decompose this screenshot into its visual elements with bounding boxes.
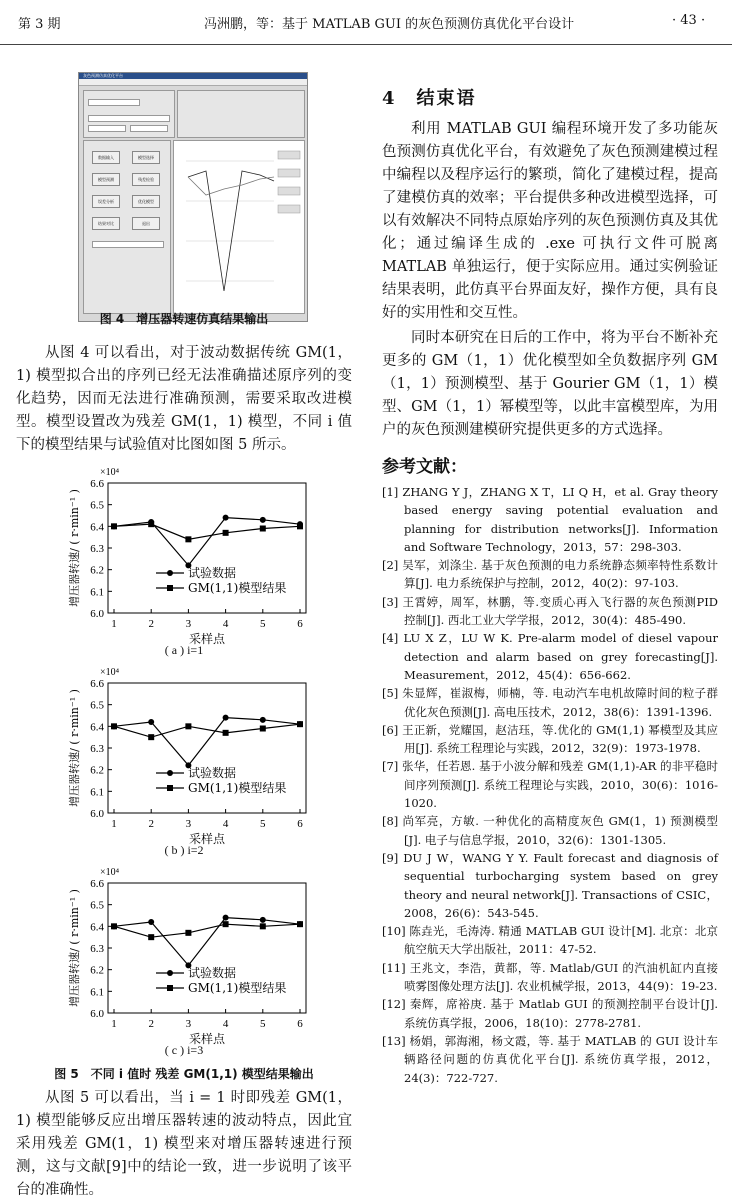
gui-button: 数据输入 [92, 151, 120, 164]
legend-marker [167, 585, 173, 591]
gui-menu-bar [79, 79, 307, 86]
x-tick-label: 4 [222, 1018, 229, 1030]
figure-5-caption: 图 5 不同 i 值时 残差 GM(1,1) 模型结果输出 [54, 1067, 314, 1081]
y-tick-label: 6.3 [90, 943, 104, 955]
figure-4 [16, 52, 352, 342]
y-tick-label: 6.5 [90, 499, 104, 512]
series-line [114, 924, 300, 937]
data-point [148, 719, 154, 725]
gui-model-select [88, 99, 140, 106]
data-point [223, 730, 229, 736]
data-point [185, 930, 191, 936]
y-tick-label: 6.2 [90, 764, 104, 777]
gui-button: 结果对比 [92, 217, 120, 230]
references-title: 参考文献： [382, 457, 467, 477]
data-point [111, 523, 117, 529]
chart-a [16, 461, 352, 651]
right-column [382, 84, 718, 1087]
reference-item: [6] 王正新，党耀国，赵洁珏，等.优化的 GM(1,1) 幂模型及其应用[J]. 系统工程理论与实践，2012，32(9)：1973-1978. [382, 722, 718, 756]
data-point [297, 721, 303, 727]
chart-b [16, 661, 352, 851]
subcaption-c: ( c ) i=3 [164, 1043, 204, 1057]
x-tick-label: 4 [222, 618, 229, 630]
legend-label: GM(1,1)模型结果 [188, 581, 287, 595]
page-header [0, 0, 732, 45]
x-tick-label: 5 [260, 618, 266, 630]
y-tick-label: 6.5 [90, 699, 104, 712]
data-point [223, 530, 229, 536]
series-line [114, 524, 300, 539]
gui-plot-series-a [188, 171, 274, 291]
y-tick-label: 6.4 [90, 721, 104, 734]
legend-marker [167, 970, 173, 976]
x-tick-label: 2 [148, 818, 154, 830]
reference-item: [7] 张华，任若恩. 基于小波分解和残差 GM(1,1)-AR 的非平稳时间序列预测[J]. 系统工程理论与实践，2010，30(6)：1016-1020. [382, 759, 718, 811]
y-multiplier: ×10⁴ [100, 867, 120, 878]
x-tick-label: 3 [185, 1018, 192, 1030]
reference-item: [12] 秦辉，席裕庚. 基于 Matlab GUI 的预测控制平台设计[J]. 系统仿真学报，2006，18(10)：2778-2781. [382, 997, 718, 1030]
y-tick-label: 6.6 [90, 678, 104, 690]
data-point [223, 921, 229, 927]
x-tick-label: 2 [148, 1018, 154, 1030]
gui-button-panel [83, 140, 171, 314]
conclusion-paragraph-2: 同时本研究在日后的工作中，将为平台不断补充更多的 GM（1，1）优化模型如全负数据序列 GM（1，1）预测模型、基于 Gourier GM（1，1）模型、GM（1，1）幂模型等，以此丰富模型库，为用户的灰色预测建模研究提供更多的方式选择。 [382, 330, 718, 438]
data-point [260, 717, 266, 723]
y-tick-label: 6.3 [90, 543, 104, 555]
legend-marker [167, 785, 173, 791]
x-tick-label: 3 [185, 818, 192, 830]
reference-item: [9] DU J W，WANG Y Y. Fault forecast and diagnosis of sequential turbocharging system based on grey theory and neural network[J]. Transactions of CSIC，2008，26(6)：543-545. [382, 850, 718, 920]
legend-label: 试验数据 [188, 966, 237, 980]
y-tick-label: 6.2 [90, 964, 104, 977]
x-tick-label: 4 [222, 818, 229, 830]
y-axis-label: 增压器转速/ ( r·min⁻¹ ) [68, 489, 81, 607]
legend-marker [167, 985, 173, 991]
x-tick-label: 1 [111, 1018, 117, 1030]
subcaption-a: ( a ) i=1 [164, 643, 204, 657]
legend-marker [167, 570, 173, 576]
y-tick-label: 6.0 [90, 608, 104, 620]
series-line [114, 724, 300, 737]
y-tick-label: 6.6 [90, 478, 104, 490]
reference-item: [2] 吴军，刘涤尘. 基于灰色预测的电力系统静态频率特性系数计算[J]. 电力系统保护与控制，2012，40(2)：97-103. [382, 558, 718, 591]
gui-data-field [88, 115, 170, 122]
y-axis-label: 增压器转速/ ( r·min⁻¹ ) [68, 889, 81, 1007]
chart-c [16, 861, 352, 1051]
series-line [114, 918, 300, 966]
y-tick-label: 6.1 [90, 986, 104, 999]
y-multiplier: ×10⁴ [100, 667, 120, 678]
y-tick-label: 6.5 [90, 899, 104, 912]
data-point [260, 917, 266, 923]
x-tick-label: 6 [297, 818, 303, 830]
y-tick-label: 6.1 [90, 586, 104, 599]
y-axis-label: 增压器转速/ ( r·min⁻¹ ) [68, 689, 81, 807]
gui-screenshot [78, 72, 308, 322]
data-point [185, 536, 191, 542]
data-point [111, 923, 117, 929]
reference-item: [8] 尚军亮，方敏. 一种优化的高精度灰色 GM(1，1) 预测模型[J]. 电子与信息学报，2010，32(6)：1301-1305. [382, 814, 718, 847]
legend-label: 试验数据 [188, 566, 237, 580]
gui-title-bar: 灰色预测仿真优化平台 [79, 73, 307, 79]
gui-button: 优化模型 [132, 195, 160, 208]
left-column [16, 52, 352, 1202]
data-point [148, 734, 154, 740]
x-tick-label: 5 [260, 818, 266, 830]
section-title: 4 结束语 [382, 88, 477, 109]
figure-5 [16, 461, 352, 1081]
reference-item: [5] 朱显辉，崔淑梅，师楠，等. 电动汽车电机故障时间的粒子群优化灰色预测[J]. 高电压技术，2012，38(6)：1391-1396. [382, 686, 718, 719]
data-point [185, 723, 191, 729]
running-title: 冯洲鹏，等：基于 MATLAB GUI 的灰色预测仿真优化平台设计 [204, 17, 575, 32]
x-tick-label: 6 [297, 618, 303, 630]
data-point [223, 915, 229, 921]
left-paragraph-1: 从图 4 可以看出，对于波动数据传统 GM(1，1) 模型拟合出的序列已经无法准确描述原序列的变化趋势，因而无法进行准确预测，需要采取改进模型。模型设置改为残差 GM(1，1) 模型，不同 i 值下的模型结果与试验值对比图如图 5 所示。 [16, 345, 352, 453]
data-point [148, 919, 154, 925]
gui-button: 误差分析 [92, 195, 120, 208]
page-number: · 43 · [672, 13, 706, 28]
data-point [260, 923, 266, 929]
y-tick-label: 6.2 [90, 564, 104, 577]
x-axis-label: 采样点 [188, 1032, 226, 1046]
gui-field-b [130, 125, 168, 132]
x-tick-label: 2 [148, 618, 154, 630]
legend-label: GM(1,1)模型结果 [188, 781, 287, 795]
issue-number: 第 3 期 [18, 17, 61, 32]
legend-label: 试验数据 [188, 766, 237, 780]
x-tick-label: 5 [260, 1018, 266, 1030]
gui-button: 模型预测 [92, 173, 120, 186]
gui-plot-area [173, 140, 305, 314]
y-tick-label: 6.4 [90, 921, 104, 934]
y-tick-label: 6.1 [90, 786, 104, 799]
x-axis-label: 采样点 [188, 832, 226, 846]
left-paragraph-2: 从图 5 可以看出，当 i = 1 时即残差 GM(1，1) 模型能够反应出增压器转速的波动特点，因此宜采用残差 GM(1，1) 模型来对增压器转速进行预测，这与文献[9]中的结论一致，进一步说明了该平台的准确性。 [16, 1090, 352, 1198]
series-line [114, 718, 300, 766]
legend-label: GM(1,1)模型结果 [188, 981, 287, 995]
subcaption-b: ( b ) i=2 [164, 843, 204, 857]
reference-item: [11] 王兆文，李浩，黄都，等. Matlab/GUI 的汽油机缸内直接喷雾图像处理方法[J]. 农业机械学报，2013，44(9)：19-23. [382, 960, 718, 994]
gui-plot-series-b [188, 177, 274, 195]
reference-item: [1] ZHANG Y J，ZHANG X T，LI Q H，et al. Gray theory based energy saving potential evaluation and planning for distribution networks[J]. Information and Software Technology，2013，57：298-303. [382, 485, 718, 554]
gui-plot [174, 141, 304, 313]
x-tick-label: 1 [111, 618, 117, 630]
reference-item: [10] 陈垚光，毛涛涛. 精通 MATLAB GUI 设计[M]. 北京：北京航空航天大学出版社，2011：47-52. [382, 924, 718, 957]
data-point [297, 523, 303, 529]
gui-field-a [88, 125, 126, 132]
data-point [297, 921, 303, 927]
y-tick-label: 6.0 [90, 808, 104, 820]
data-point [260, 526, 266, 532]
x-tick-label: 6 [297, 1018, 303, 1030]
data-point [260, 726, 266, 732]
gui-button: 残差检验 [132, 173, 160, 186]
gui-button: 退出 [132, 217, 160, 230]
y-tick-label: 6.3 [90, 743, 104, 755]
reference-item: [13] 杨娟，郭海湘，杨文霞，等. 基于 MATLAB 的 GUI 设计车辆路径问题的仿真优化平台[J]. 系统仿真学报，2012，24(3)：722-727. [382, 1033, 718, 1085]
x-tick-label: 3 [185, 618, 192, 630]
data-point [260, 517, 266, 523]
figure-4-caption: 图 4 增压器转速仿真结果输出 [99, 312, 269, 326]
gui-button: 模型选择 [132, 151, 160, 164]
data-point [111, 723, 117, 729]
data-point [223, 715, 229, 721]
reference-item: [4] LU X Z，LU W K. Pre-alarm model of diesel vapour detection and alarm based on grey forecasting[J]. Measurement，2012，45(4)：656-662. [382, 631, 718, 682]
y-tick-label: 6.0 [90, 1008, 104, 1020]
gui-result-panel [177, 90, 305, 138]
y-tick-label: 6.6 [90, 878, 104, 890]
y-tick-label: 6.4 [90, 521, 104, 534]
data-point [223, 515, 229, 521]
references-list [382, 483, 718, 1087]
y-multiplier: ×10⁴ [100, 467, 120, 478]
reference-item: [3] 王霄婷，周军，林鹏，等.变质心再入飞行器的灰色预测PID 控制[J]. 西北工业大学学报，2012，30(4)：485-490. [382, 594, 718, 628]
gui-param-panel [83, 90, 175, 138]
x-tick-label: 1 [111, 818, 117, 830]
x-axis-label: 采样点 [188, 632, 226, 646]
gui-sample-select [92, 241, 164, 248]
data-point [148, 934, 154, 940]
legend-marker [167, 770, 173, 776]
data-point [148, 521, 154, 527]
conclusion-paragraph-1: 利用 MATLAB GUI 编程环境开发了多功能灰色预测仿真优化平台，有效避免了灰色预测建模过程中编程以及程序运行的繁琐，简化了建模过程，提高了建模仿真的效率；平台提供多种改进模型选择，可以有效解决不同特点原始序列的灰色预测仿真及其优化；通过编译生成的 .exe 可执行文件可脱离 MATLAB 单独运行，便于实际应用。通过实例验证结果表明，此仿真平台界面友好，操作方便，具有良好的实用性和交互性。 [382, 121, 718, 321]
